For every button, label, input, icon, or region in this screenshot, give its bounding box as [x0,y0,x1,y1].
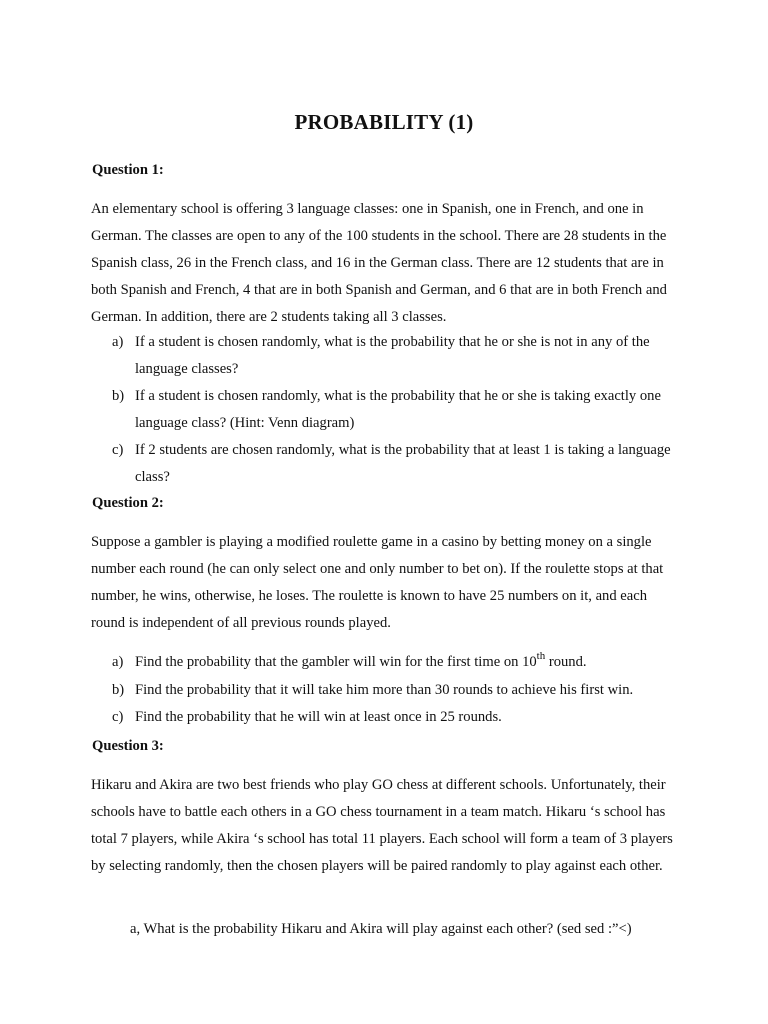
list-item-text: If a student is chosen randomly, what is the probability that he or she is not in any of the language classes? [135,334,650,377]
question-2-text: Suppose a gambler is playing a modified roulette game in a casino by betting money on a single number each round (he can only select one and only number to bet on). If the roulette stops at that number, he wins, otherwise, he loses. The roulette is known to have 25 numbers on it, and each round is independent of all previous rounds played. [91,534,664,631]
page-title: PROBABILITY (1) [294,110,474,134]
list-item-text: Find the probability that the gambler will win for the first time on 10 [135,654,537,670]
question-3-heading: Question 3: [92,738,164,754]
question-3-sub-a: a, What is the probability Hikaru and Akira will play against each other? (sed sed :”<) [130,921,632,937]
list-item [91,704,676,732]
ordinal-superscript: th [536,649,546,662]
list-item [91,677,676,705]
list-item [91,329,676,383]
list-marker: c) [112,709,124,725]
question-3-text: Hikaru and Akira are two best friends who play GO chess at different schools. Unfortunately, their schools have to battle each others in a GO chess tournament in a team match. Hikaru ‘s school has total 7 players, while Akira ‘s school has total 11 players. Each school will form a team of 3 players by selecting randomly, then the chosen players will be paired randomly to play against each other. [91,777,673,874]
question-1-text: An elementary school is offering 3 language classes: one in Spanish, one in French, and one in German. The classes are open to any of the 100 students in the school. There are 28 students in the Spanish class, 26 in the French class, and 16 in the German class. There are 12 students that are in both Spanish and French, 4 that are in both Spanish and German, and 6 that are in both French and German. In addition, there are 2 students taking all 3 classes. [91,201,667,325]
question-1-heading: Question 1: [92,162,164,178]
list-item [91,383,676,437]
list-item-text: If 2 students are chosen randomly, what is the probability that at least 1 is taking a language class? [135,442,671,485]
list-item [91,437,676,491]
question-1-list [91,329,676,491]
list-item-text: Find the probability that he will win at least once in 25 rounds. [135,709,502,725]
list-marker: b) [112,681,125,698]
list-item-text: Find the probability that it will take him more than 30 rounds to achieve his first win. [135,681,634,698]
question-2-list [91,649,676,732]
list-item-text-end: round. [545,654,587,670]
list-marker: b) [112,388,125,404]
list-item-text: If a student is chosen randomly, what is the probability that he or she is taking exactly one language class? (Hint: Venn diagram) [135,388,661,431]
list-item [91,649,676,677]
list-marker: a) [112,654,124,670]
question-2-heading: Question 2: [92,495,164,511]
list-marker: c) [112,442,124,458]
list-marker: a) [112,334,124,350]
